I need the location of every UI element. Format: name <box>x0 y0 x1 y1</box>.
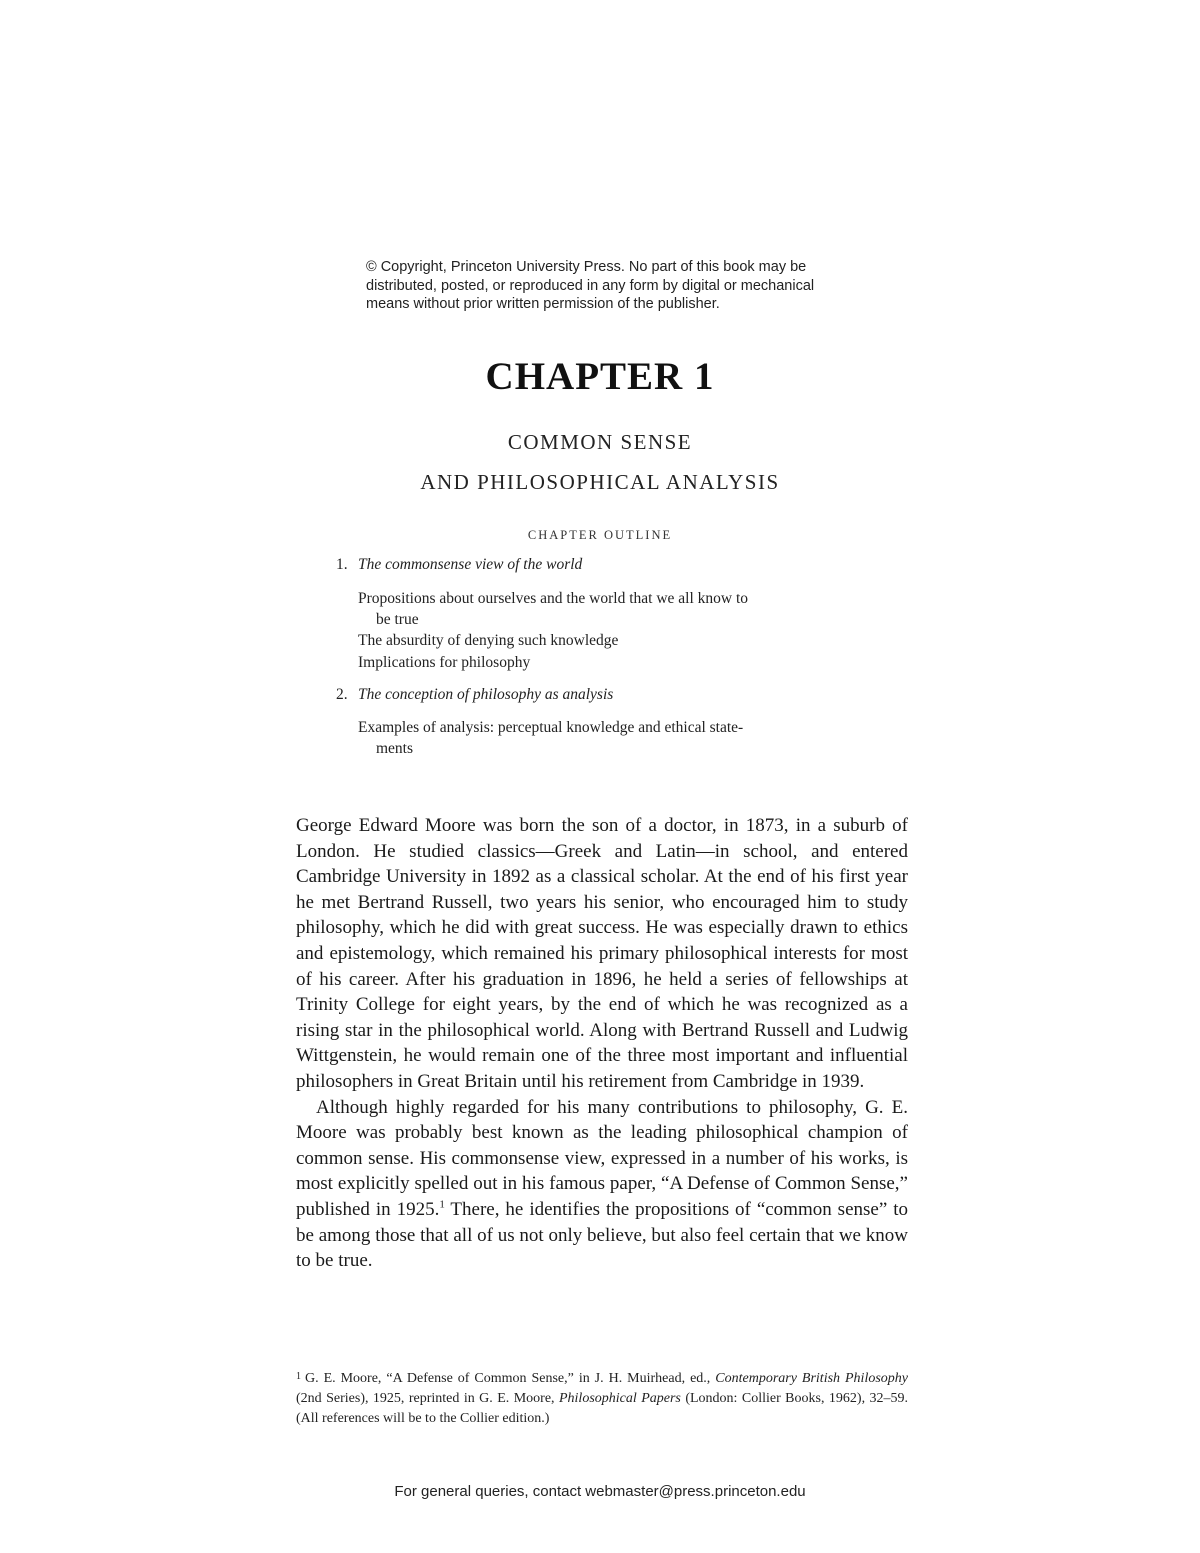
chapter-subtitle-line-1: COMMON SENSE <box>507 430 693 454</box>
copyright-line: means without prior written permission of the publisher. <box>366 296 720 312</box>
copyright-line: distributed, posted, or reproduced in any form by digital or mechanical <box>366 277 815 294</box>
footer-contact: For general queries, contact webmaster@press.princeton.edu <box>394 1483 806 1500</box>
outline-subitem: be true <box>376 611 419 628</box>
outline-item-title: The commonsense view of the world <box>358 556 583 573</box>
outline-item-number: 1. <box>336 556 348 573</box>
chapter-title: CHAPTER 1 <box>485 355 715 398</box>
outline-item-title: The conception of philosophy as analysis <box>358 686 614 703</box>
body-paragraph-2 <box>296 1095 908 1274</box>
paragraph-text: Although highly regarded for his many contributions to philosophy, G. E. Moore was probably best known as the leading philosophical champion of common sense. His commonsense view, expressed in a number of his works, is most explicitly spelled out in his famous paper, “A Defense of Common Sense,” published in 1925. <box>296 1096 908 1220</box>
footnote-text: (London: Collier Books, 1962), 32–59. (All references will be to the Collier edition.) <box>296 1391 909 1426</box>
footnote-reference[interactable]: 1 <box>439 1198 445 1211</box>
outline-subitem: ments <box>376 740 414 757</box>
outline-item-1-title <box>336 556 582 574</box>
footnote-book-title: Philosophical Papers <box>558 1391 681 1406</box>
outline-subitem: The absurdity of denying such knowledge <box>358 632 619 649</box>
body-text <box>296 813 908 1274</box>
footnote <box>296 1367 908 1429</box>
outline-heading: CHAPTER OUTLINE <box>527 528 673 542</box>
footnote-text: (2nd Series), 1925, reprinted in G. E. Moore, <box>296 1391 559 1406</box>
footnote-text: G. E. Moore, “A Defense of Common Sense,” in J. H. Muirhead, ed., <box>305 1371 716 1386</box>
outline-subitem: Implications for philosophy <box>358 654 531 671</box>
outline-item-2-title <box>336 686 613 704</box>
outline-item-number: 2. <box>336 686 348 703</box>
outline-subitem: Examples of analysis: perceptual knowledge and ethical state- <box>358 719 744 736</box>
copyright-line: © Copyright, Princeton University Press. No part of this book may be <box>366 259 807 275</box>
body-paragraph-1: George Edward Moore was born the son of a doctor, in 1873, in a suburb of London. He studied classics—Greek and Latin—in school, and entered Cambridge University in 1892 as a classical scholar. At the end of his first year he met Bertrand Russell, two years his senior, who encouraged him to study philosophy, which he did with great success. He was especially drawn to ethics and epistemology, which remained his primary philosophical interests for most of his career. After his graduation in 1896, he held a series of fellowships at Trinity College for eight years, by the end of which he was recognized as a rising star in the philosophical world. Along with Bertrand Russell and Ludwig Wittgenstein, he would remain one of the three most important and influential philosophers in Great Britain until his retirement from Cambridge in 1939. <box>296 815 908 1092</box>
footnote-book-title: Contemporary British Philosophy <box>715 1371 908 1386</box>
chapter-subtitle-line-2: AND PHILOSOPHICAL ANALYSIS <box>420 470 780 494</box>
paragraph-text: There, he identifies the propositions of “common sense” to be among those that all of us not only believe, but also feel certain that we know to be true. <box>296 1198 909 1272</box>
copyright-notice <box>366 258 866 314</box>
footnote-mark: 1 <box>296 1371 301 1382</box>
outline-subitem: Propositions about ourselves and the world that we all know to <box>358 590 749 607</box>
